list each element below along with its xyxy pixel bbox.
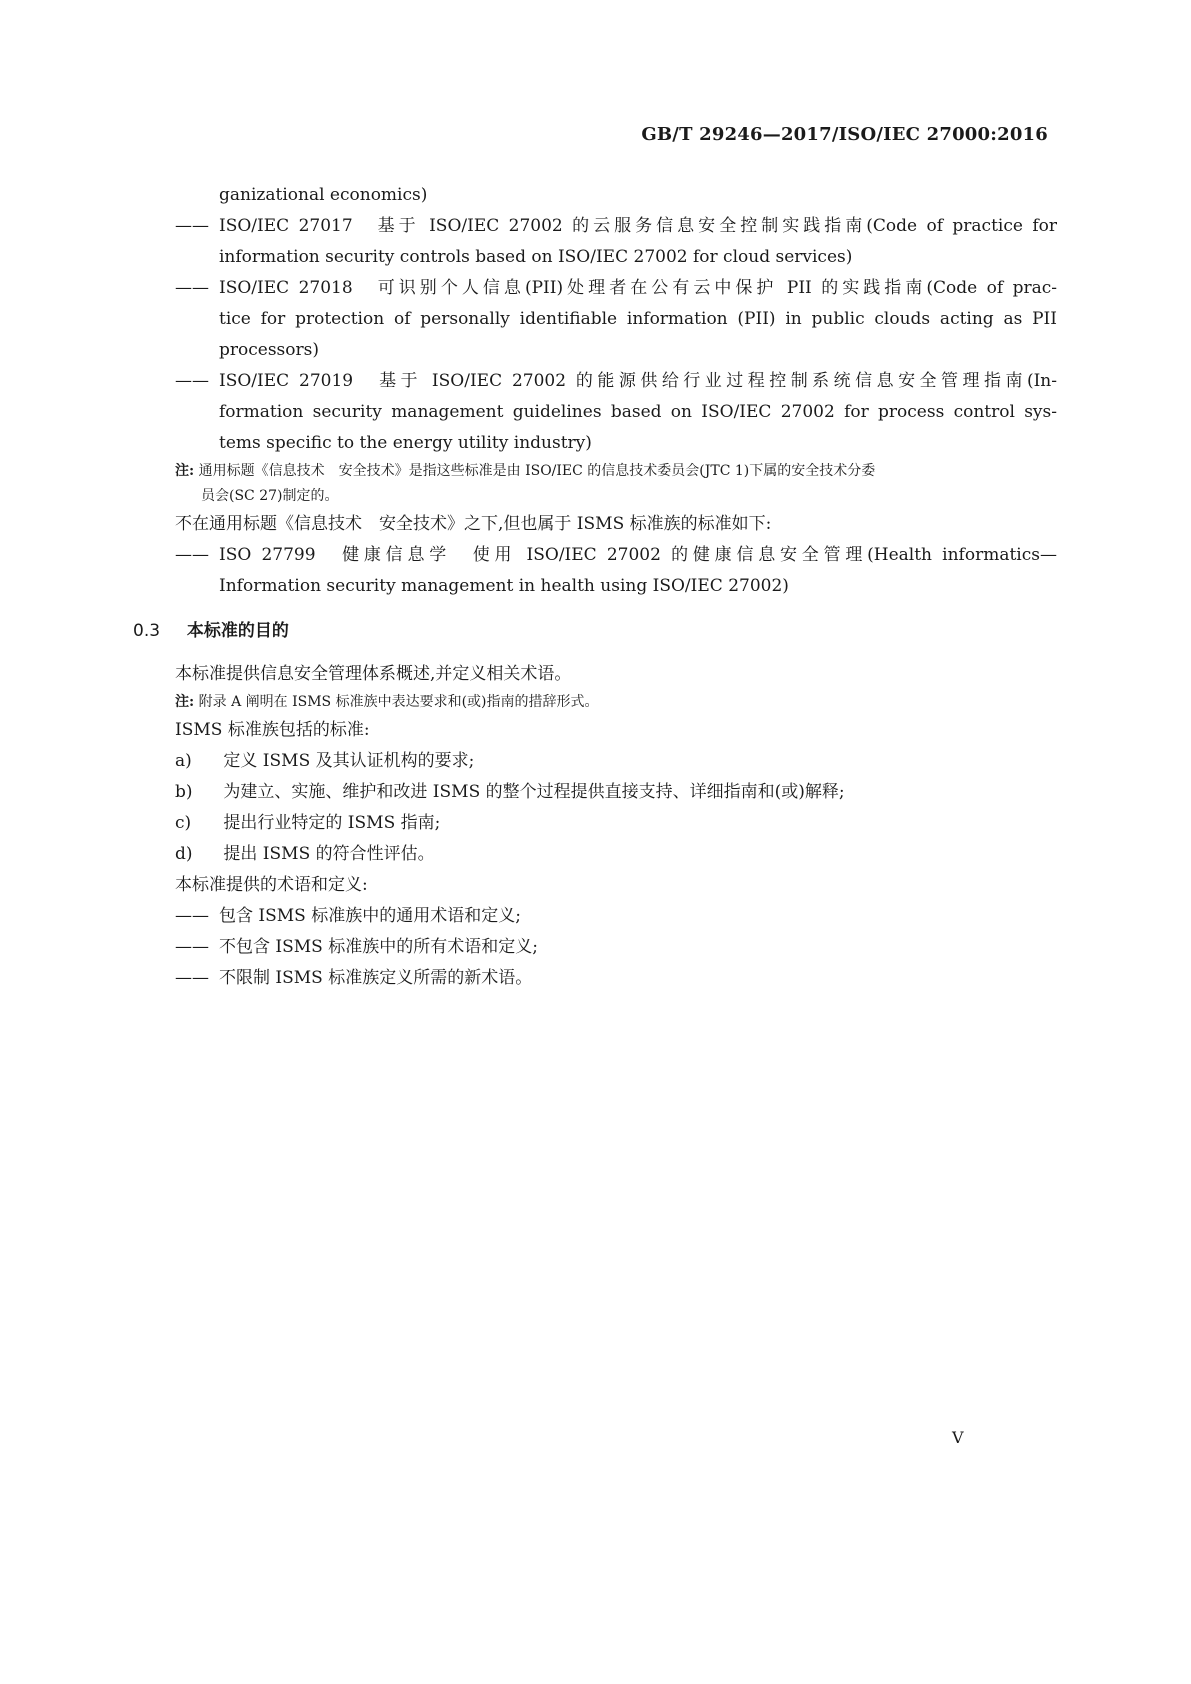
list-item-text: 提出行业特定的 ISMS 指南; xyxy=(223,813,441,833)
list-marker: d) xyxy=(175,844,193,864)
item-continuation: ganizational economics) xyxy=(219,185,428,205)
terms-item-1 xyxy=(133,901,1057,932)
note-jtc1 xyxy=(133,459,1057,484)
note-label: 注: xyxy=(175,694,195,710)
list-item-text: 不包含 ISMS 标准族中的所有术语和定义; xyxy=(219,937,538,957)
list-item-text: 提出 ISMS 的符合性评估。 xyxy=(223,844,435,864)
terms-item-2 xyxy=(133,932,1057,963)
dash-marker: —— xyxy=(175,545,209,565)
paragraph-other-standards: 不在通用标题《信息技术 安全技术》之下,但也属于 ISMS 标准族的标准如下: xyxy=(175,514,772,534)
list-item-d xyxy=(133,839,1057,870)
item-text-line: ISO/IEC 27017 基于 ISO/IEC 27002 的云服务信息安全控制实践指南(Code of practice for xyxy=(219,216,1057,236)
list-item-text: 包含 ISMS 标准族中的通用术语和定义; xyxy=(219,906,521,926)
section-heading xyxy=(133,616,1057,647)
note-label: 注: xyxy=(175,463,195,479)
item-text-line: ISO 27799 健康信息学 使用 ISO/IEC 27002 的健康信息安全管理(Health informatics— xyxy=(219,545,1057,565)
section-title: 本标准的目的 xyxy=(186,621,289,641)
list-marker: c) xyxy=(175,813,192,833)
item-text-line: Information security management in health using ISO/IEC 27002) xyxy=(219,576,789,596)
list-marker: b) xyxy=(175,782,193,802)
list-item-iso-27018 xyxy=(133,273,1057,366)
list-item-text: 为建立、实施、维护和改进 ISMS 的整个过程提供直接支持、详细指南和(或)解释; xyxy=(223,782,845,802)
list-item-iso-27019 xyxy=(133,366,1057,459)
dash-marker: —— xyxy=(175,968,209,988)
list-item-a xyxy=(133,746,1057,777)
dash-marker: —— xyxy=(175,906,209,926)
section-number: 0.3 xyxy=(133,621,161,641)
paragraph-purpose: 本标准提供信息安全管理体系概述,并定义相关术语。 xyxy=(175,664,572,684)
item-text-line: tice for protection of personally identifiable information (PII) in public clouds acting as PII xyxy=(219,309,1057,329)
document-header: GB/T 29246—2017/ISO/IEC 27000:2016 xyxy=(641,124,1048,145)
dash-marker: —— xyxy=(175,937,209,957)
list-item-c xyxy=(133,808,1057,839)
dash-marker: —— xyxy=(175,278,209,298)
item-text-line: ISO/IEC 27019 基于 ISO/IEC 27002 的能源供给行业过程控制系统信息安全管理指南(In- xyxy=(219,371,1057,391)
page-number: V xyxy=(952,1428,964,1447)
list-item-b xyxy=(133,777,1057,808)
item-text-line: information security controls based on ISO/IEC 27002 for cloud services) xyxy=(219,247,853,267)
terms-item-3 xyxy=(133,963,1057,994)
page-content xyxy=(133,180,1057,994)
note-text: 附录 A 阐明在 ISMS 标准族中表达要求和(或)指南的措辞形式。 xyxy=(198,694,599,710)
list-item-iso-27799 xyxy=(133,540,1057,602)
item-text-line: ISO/IEC 27018 可识别个人信息(PII)处理者在公有云中保护 PII 的实践指南(Code of prac- xyxy=(219,278,1057,298)
list-item-text: 不限制 ISMS 标准族定义所需的新术语。 xyxy=(219,968,533,988)
item-text-line: formation security management guidelines based on ISO/IEC 27002 for process control sys- xyxy=(219,402,1057,422)
list-item-text: 定义 ISMS 及其认证机构的要求; xyxy=(223,751,475,771)
item-text-line: tems specific to the energy utility industry) xyxy=(219,433,592,453)
note-text: 通用标题《信息技术 安全技术》是指这些标准是由 ISO/IEC 的信息技术委员会(JTC 1)下属的安全技术分委 xyxy=(198,463,876,479)
paragraph-family-intro: ISMS 标准族包括的标准: xyxy=(175,720,370,740)
dash-marker: —— xyxy=(175,216,209,236)
note-text-line: 员会(SC 27)制定的。 xyxy=(201,488,339,504)
note-annex-a xyxy=(133,690,1057,715)
paragraph-terms-intro: 本标准提供的术语和定义: xyxy=(175,875,368,895)
dash-marker: —— xyxy=(175,371,209,391)
item-text-line: processors) xyxy=(219,340,319,360)
list-item-iso-27017 xyxy=(133,211,1057,273)
list-marker: a) xyxy=(175,751,192,771)
